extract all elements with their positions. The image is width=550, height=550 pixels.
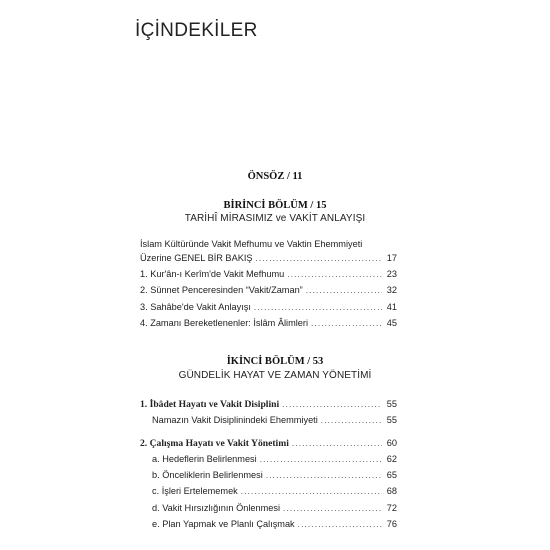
toc-entry-label: Namazın Vakit Disiplinindeki Ehemmiyeti: [152, 415, 318, 426]
toc-entry[interactable]: [140, 315, 397, 331]
toc-entry-label: 2. Çalışma Hayatı ve Vakit Yönetimi: [140, 437, 289, 449]
toc-entry[interactable]: [140, 500, 397, 516]
toc-entry-label: 1. İbâdet Hayatı ve Vakit Disiplini: [140, 399, 280, 410]
leader-dots: [256, 251, 382, 266]
toc-entry-page: 45: [386, 317, 397, 328]
leader-dots: [266, 468, 382, 484]
section2-heading: İKİNCİ BÖLÜM / 53: [226, 356, 324, 367]
toc-entry-label: e. Plan Yapmak ve Planlı Çalışmak: [152, 519, 295, 530]
section1-subtitle: TARİHÎ MİRASIMIZ ve VAKİT ANLAYIŞI: [184, 213, 366, 224]
toc-entry-page: 55: [386, 399, 397, 409]
toc-entry-label: 3. Sahâbe'de Vakit Anlayışı: [140, 301, 251, 312]
toc-entry-label: a. Hedeflerin Belirlenmesi: [152, 453, 257, 464]
leader-dots: [311, 316, 382, 332]
toc-entry[interactable]: [140, 467, 397, 483]
toc-entry-page: 60: [386, 437, 397, 448]
toc-entry-label: b. Önceliklerin Belirlenmesi: [152, 470, 263, 481]
section2-subtitle: GÜNDELİK HAYAT VE ZAMAN YÖNETİMİ: [178, 370, 372, 381]
toc-entry-label: 4. Zamanı Bereketlenenler: İslâm Âlimleri: [140, 317, 308, 328]
toc-entry[interactable]: [140, 516, 397, 532]
toc-entry-label: d. Vakit Hırsızlığının Önlenmesi: [152, 502, 280, 513]
toc-entry[interactable]: [140, 412, 397, 428]
toc-entry-page: 41: [386, 301, 397, 312]
toc-entry[interactable]: [140, 451, 397, 467]
toc-entry[interactable]: [140, 266, 397, 282]
toc-entry[interactable]: [140, 435, 397, 451]
toc-entry-label: 2. Sünnet Penceresinden “Vakit/Zaman”: [140, 285, 303, 296]
toc-entry[interactable]: [140, 483, 397, 499]
leader-dots: [260, 452, 382, 468]
toc-entry-page: 23: [386, 269, 397, 279]
leader-dots: [282, 397, 382, 413]
section2-toc: [140, 396, 397, 532]
leader-dots: [292, 436, 382, 452]
section1-heading: BİRİNCİ BÖLÜM / 15: [223, 200, 327, 211]
toc-entry-page: 76: [386, 519, 397, 530]
leader-dots: [321, 413, 382, 429]
section1-toc: [140, 237, 397, 331]
toc-entry-page: 62: [386, 453, 397, 464]
toc-entry-page: 72: [386, 502, 397, 513]
toc-entry-page: 65: [386, 470, 397, 481]
toc-entry-label: Üzerine GENEL BİR BAKIŞ: [140, 253, 253, 263]
toc-entry-page: 68: [386, 486, 397, 497]
onsoz-heading: ÖNSÖZ / 11: [247, 171, 303, 182]
leader-dots: [241, 484, 382, 500]
page-title: İÇİNDEKİLER: [135, 20, 258, 41]
toc-entry-page: 17: [386, 253, 397, 263]
toc-entry-label: c. İşleri Ertelememek: [152, 486, 238, 497]
toc-entry-page: 32: [386, 285, 397, 296]
leader-dots: [287, 267, 382, 283]
leader-dots: [283, 501, 382, 517]
leader-dots: [306, 283, 382, 299]
toc-entry-label: 1. Kur'ân-ı Kerîm'de Vakit Mefhumu: [140, 269, 285, 279]
toc-entry[interactable]: [140, 396, 397, 412]
leader-dots: [298, 517, 382, 533]
leader-dots: [254, 300, 382, 316]
section1-intro-line: İslam Kültüründe Vakit Mefhumu ve Vaktin Ehemmiyeti: [140, 239, 363, 249]
section1-intro-entry[interactable]: [140, 251, 397, 266]
toc-entry[interactable]: [140, 299, 397, 315]
toc-entry-page: 55: [386, 415, 397, 426]
toc-entry[interactable]: [140, 282, 397, 298]
